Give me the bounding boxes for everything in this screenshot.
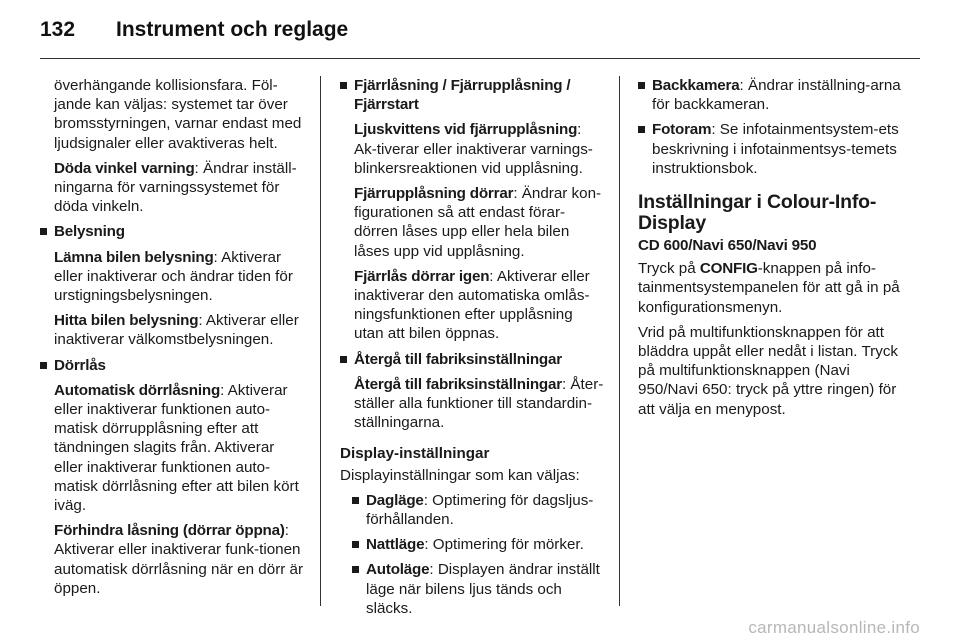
term: Återgå till fabriksinställningar bbox=[354, 375, 562, 393]
term: Hitta bilen belysning bbox=[54, 312, 199, 330]
section-title: Belysning bbox=[54, 223, 125, 241]
paragraph bbox=[364, 535, 604, 554]
list-item bbox=[352, 535, 604, 554]
definition: : Ändrar inställ-ningarna för varningssystemet för döda vinkeln. bbox=[54, 159, 297, 216]
definition: : Ändrar kon-figurationen så att endast förar-dörren låses upp eller hela bilen låses upp vid upplåsning. bbox=[354, 185, 602, 260]
config-button-label: CONFIG bbox=[699, 260, 758, 278]
list-item bbox=[352, 491, 604, 529]
definition: : Aktiverar eller inaktiverar och ändrar tiden för urstigningsbelysningen. bbox=[54, 248, 293, 305]
section-title: Återgå till fabriksinställningar bbox=[354, 350, 562, 368]
bullet-square-icon bbox=[340, 76, 352, 344]
paragraph bbox=[54, 311, 307, 349]
paragraph: Vrid på multifunktionsknappen för att bläddra uppåt eller nedåt i listan. Tryck på multifunktionsknappen (Navi 950/Navi 650: tryck på yttre ringen) för att välja en menypost. bbox=[638, 323, 899, 418]
paragraph bbox=[54, 159, 307, 217]
paragraph bbox=[354, 120, 604, 178]
definition: : Aktiverar eller inaktiverar välkomstbelysningen. bbox=[54, 312, 299, 349]
section-title: Fjärrlåsning / Fjärrupplåsning / Fjärrstart bbox=[354, 77, 571, 114]
watermark: carmanualsonline.info bbox=[748, 618, 920, 637]
term: Automatisk dörrlåsning bbox=[54, 381, 221, 399]
bullet-square-icon bbox=[40, 356, 52, 598]
list-item bbox=[40, 356, 307, 598]
term: Nattläge bbox=[366, 536, 425, 554]
definition: : Optimering för mörker. bbox=[424, 536, 584, 554]
bullet-square-icon bbox=[638, 120, 650, 178]
bullet-square-icon bbox=[638, 76, 650, 114]
column-1 bbox=[54, 76, 307, 604]
definition: : Aktiverar eller inaktiverar funk-tionen automatisk dörrlåsning när en dörr är öppen. bbox=[54, 522, 304, 597]
display-options-list bbox=[352, 491, 604, 618]
list-item bbox=[638, 76, 902, 114]
bullet-square-icon bbox=[352, 560, 364, 618]
header-rule bbox=[40, 58, 920, 59]
page-title: Instrument och reglage bbox=[116, 18, 349, 41]
page-number: 132 bbox=[40, 18, 76, 41]
paragraph bbox=[54, 521, 307, 598]
term: Lämna bilen belysning bbox=[54, 248, 214, 266]
definition: : Aktiverar eller inaktiverar funktionen auto-matisk dörrupplåsning efter att tändningen slagits från. Aktiverar eller inaktiverar funktionen auto-matisk dörrlåsning efter att bilen kört iväg. bbox=[54, 381, 299, 515]
definition: : Se infotainmentsystem-ets beskrivning i infotainmentsys-temets instruktionsbok. bbox=[652, 121, 899, 177]
bullet-square-icon bbox=[352, 491, 364, 529]
list-item bbox=[352, 560, 604, 618]
subheading: CD 600/Navi 650/Navi 950 bbox=[638, 237, 817, 255]
list-item bbox=[340, 76, 604, 344]
definition: : Displayen ändrar inställt läge när bilens ljus tänds och släcks. bbox=[366, 561, 600, 617]
definition: : Åter-ställer alla funktioner till standardin-ställningarna. bbox=[354, 375, 604, 432]
text-run: Tryck på bbox=[638, 260, 700, 278]
section-heading: Display-inställningar bbox=[340, 445, 490, 463]
column-divider bbox=[619, 76, 620, 606]
paragraph bbox=[650, 120, 902, 178]
bullet-square-icon bbox=[340, 350, 352, 433]
definition: : Optimering för dagsljus-förhållanden. bbox=[366, 491, 594, 529]
term: Ljuskvittens vid fjärrupplåsning bbox=[354, 121, 578, 139]
paragraph bbox=[638, 259, 902, 317]
section-heading: Inställningar i Colour-Info-Display bbox=[638, 191, 877, 235]
term: Backkamera bbox=[652, 77, 740, 94]
bullet-square-icon bbox=[40, 222, 52, 349]
column-2 bbox=[340, 76, 604, 624]
paragraph bbox=[54, 381, 307, 515]
term: Dagläge bbox=[366, 491, 424, 509]
definition: : Ändrar inställning-arna för backkameran. bbox=[652, 77, 901, 114]
paragraph bbox=[650, 76, 902, 114]
term: Autoläge bbox=[366, 561, 430, 579]
paragraph bbox=[354, 184, 604, 261]
paragraph bbox=[54, 248, 307, 306]
definition: : Aktiverar eller inaktiverar den automatiska omlås-ningsfunktionen efter upplåsning utan att bilen öppnas. bbox=[354, 267, 590, 343]
text-run: -knappen på info-tainmentsystempanelen för att gå in på konfigurationsmenyn. bbox=[638, 260, 900, 316]
paragraph: Displayinställningar som kan väljas: bbox=[340, 466, 580, 484]
bullet-square-icon bbox=[352, 535, 364, 554]
section-title: Dörrlås bbox=[54, 356, 106, 374]
column-3 bbox=[638, 76, 902, 425]
paragraph bbox=[364, 491, 604, 529]
paragraph bbox=[364, 560, 604, 618]
column-divider bbox=[320, 76, 321, 606]
paragraph: överhängande kollisionsfara. Föl-jande kan väljas: systemet tar över bromsstyrningen, varnar endast med ljudsignaler eller avaktiveras helt. bbox=[54, 77, 302, 152]
page-header bbox=[40, 18, 920, 42]
list-item bbox=[40, 222, 307, 349]
list-item bbox=[340, 350, 604, 433]
paragraph bbox=[354, 375, 604, 433]
term: Förhindra låsning (dörrar öppna) bbox=[54, 522, 285, 540]
term: Fjärrlås dörrar igen bbox=[354, 267, 490, 285]
term: Fjärrupplåsning dörrar bbox=[354, 185, 514, 203]
list-item bbox=[638, 120, 902, 178]
definition: : Ak-tiverar eller inaktiverar varnings-blinkersreaktionen vid upplåsning. bbox=[354, 121, 593, 177]
paragraph bbox=[354, 267, 604, 344]
term: Fotoram bbox=[652, 121, 712, 139]
term: Döda vinkel varning bbox=[54, 159, 195, 177]
